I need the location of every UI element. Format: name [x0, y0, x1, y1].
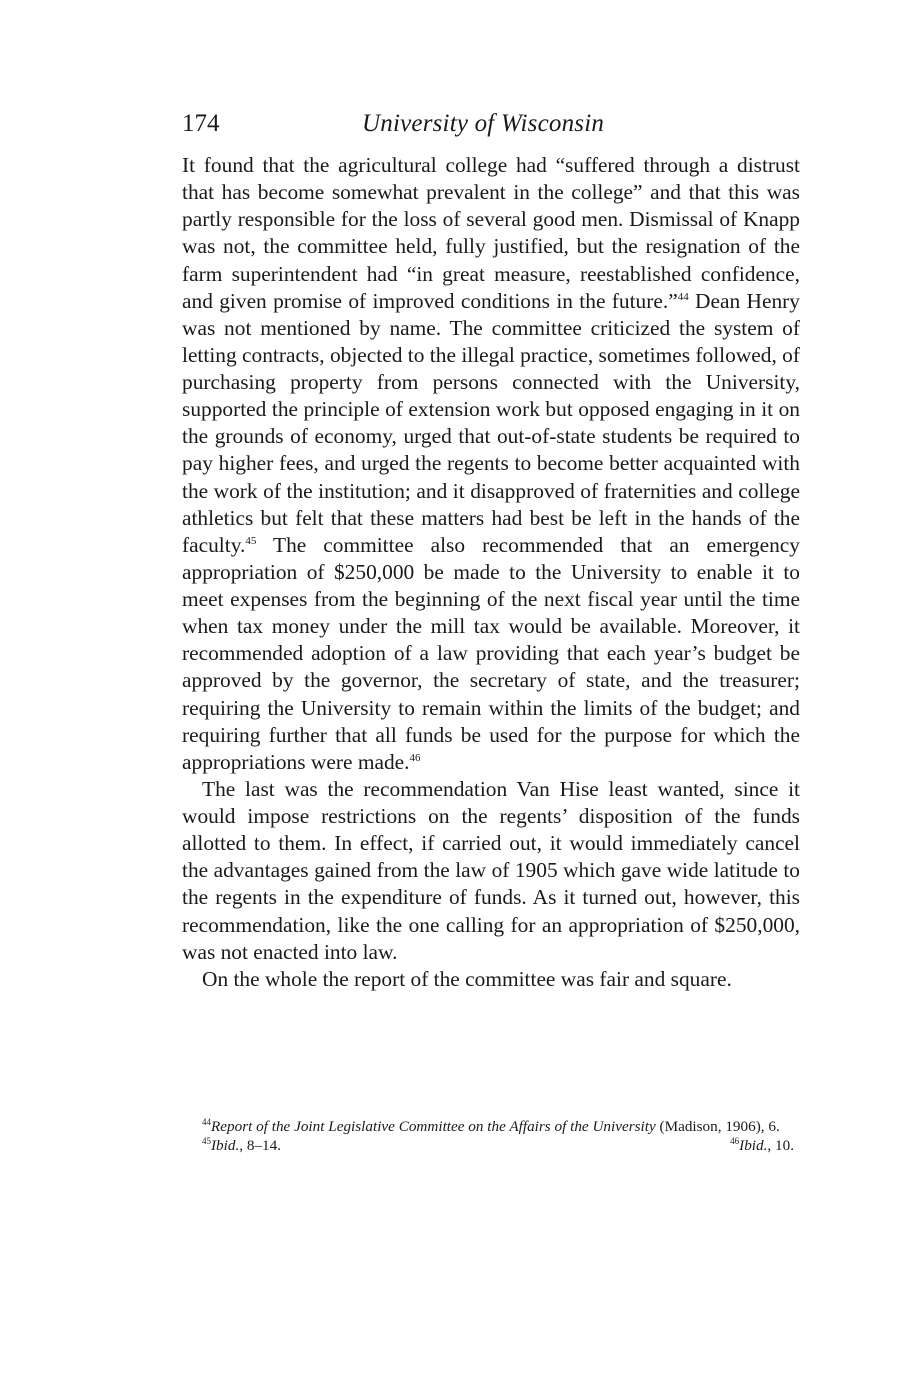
paragraph-1 — [182, 152, 800, 776]
footnote-45-mark: 45 — [202, 1135, 211, 1146]
running-head — [182, 110, 800, 144]
footnote-row-45-46 — [182, 1137, 800, 1156]
footnote-45-rest: , 8–14. — [239, 1136, 282, 1154]
footnote-44-rest: (Madison, 1906), 6. — [655, 1118, 780, 1135]
footnote-46 — [710, 1137, 794, 1156]
paragraph-1-text-b: Dean Henry was not mentioned by name. The committee criticized the system of letting contracts, objected to the illegal practice, sometimes followed, of purchasing property from persons connected with the University, supported the principle of extension work but opposed engaging in it on the grounds of economy, urged that out-of-state students be required to pay higher fees, and urged the regents to become better acquainted with the work of the institution; and it disapproved of fraternities and college athletics but felt that these matters had best be left in the hands of the faculty. — [182, 288, 800, 557]
footnote-44-title: Report of the Joint Legislative Committee on the Affairs of the University — [211, 1118, 656, 1135]
paragraph-3: On the whole the report of the committee was fair and square. — [202, 966, 732, 991]
footnote-ref-45: 45 — [245, 534, 257, 547]
footnote-46-rest: , 10. — [767, 1136, 794, 1154]
page-number: 174 — [182, 110, 220, 137]
body-text — [182, 152, 800, 993]
footnote-45-ibid: Ibid. — [211, 1136, 240, 1154]
footnotes — [182, 1118, 800, 1156]
paragraph-2: The last was the recommendation Van Hise least wanted, since it would impose restrictions on the regents’ disposition of the funds allotted to them. In effect, if carried out, it would immediately cancel the advantages gained from the law of 1905 which gave wide latitude to the regents in the expenditure of funds. As it turned out, however, this recommendation, like the one calling for an appropriation of $250,000, was not enacted into law. — [182, 776, 800, 964]
paragraph-1-text-a: It found that the agricultural college had “suffered through a distrust that has become somewhat prevalent in the college” and that this was partly responsible for the loss of several good men. Dismissal of Knapp was not, the committee held, fully justified, but the resignation of the farm superintendent had “in great measure, reestablished confidence, and given promise of improved conditions in the future.” — [182, 153, 800, 313]
footnote-45 — [202, 1137, 281, 1154]
footnote-ref-46: 46 — [409, 751, 421, 764]
running-title: University of Wisconsin — [362, 110, 605, 137]
footnote-46-ibid: Ibid. — [739, 1136, 768, 1154]
book-page — [182, 0, 800, 1380]
footnote-46-mark: 46 — [730, 1135, 740, 1146]
footnote-ref-44: 44 — [677, 290, 689, 303]
footnote-44 — [182, 1118, 800, 1137]
paragraph-1-text-c: The committee also recommended that an emergency appropriation of $250,000 be made to the University to enable it to meet expenses from the beginning of the next fiscal year until the time when tax money under the mill tax would be available. Moreover, it recommended adoption of a law providing that each year’s budget be approved by the governor, the secretary of state, and the treasurer; requiring the University to remain within the limits of the budget; and requiring further that all funds be used for the purpose for which the appropriations were made. — [182, 532, 800, 774]
footnote-44-mark: 44 — [202, 1117, 211, 1127]
